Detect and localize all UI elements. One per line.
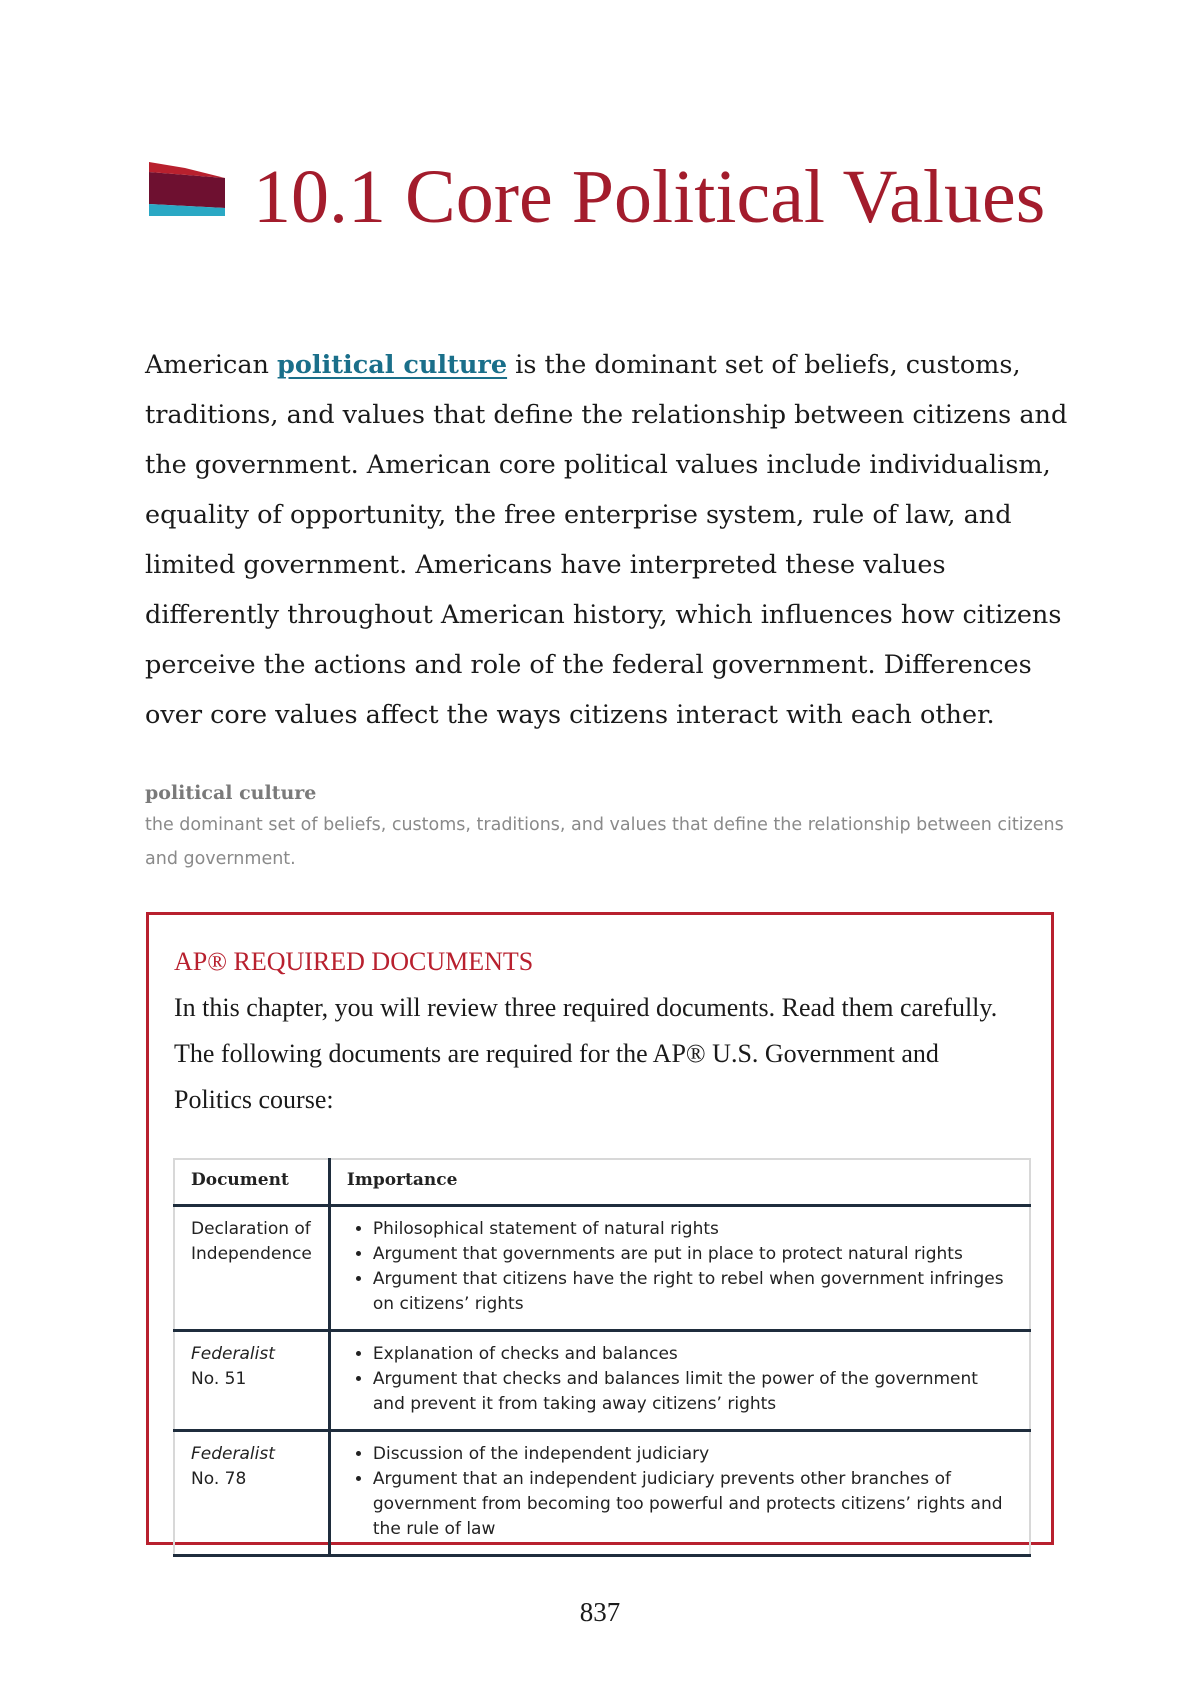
importance-point: • Philosophical statement of natural rights	[373, 1217, 1013, 1242]
table-row	[174, 1206, 1030, 1331]
intro-paragraph	[145, 340, 1075, 740]
intro-text-before: American	[145, 350, 278, 380]
glossary-term: political culture	[145, 782, 317, 804]
required-documents-feature	[146, 912, 1054, 1545]
importance-point: • Argument that checks and balances limit the power of the government and prevent it from taking away citizens’ rights	[373, 1367, 1013, 1417]
importance-list	[347, 1217, 1013, 1317]
political-culture-link[interactable]: political culture	[277, 350, 508, 380]
column-header-document: Document	[174, 1159, 329, 1206]
required-documents-table	[173, 1158, 1031, 1557]
document-name-italic: Federalist	[191, 1344, 275, 1364]
table-row	[174, 1331, 1030, 1431]
section-title	[145, 150, 1075, 244]
importance-cell	[329, 1431, 1030, 1556]
document-cell	[174, 1206, 329, 1331]
glossary-entry	[145, 778, 1075, 876]
importance-list	[347, 1342, 1013, 1417]
importance-point: • Argument that an independent judiciary prevents other branches of government from becoming too powerful and protects citizens’ rights and the rule of law	[373, 1467, 1013, 1542]
feature-heading: AP® REQUIRED DOCUMENTS	[174, 947, 534, 976]
document-name: No. 78	[191, 1469, 247, 1489]
table-row	[174, 1431, 1030, 1556]
section-banner-icon	[145, 158, 229, 218]
intro-text-after: is the dominant set of beliefs, customs, traditions, and values that define the relationship between citizens and the government. American core political values include individualism, equality of opportunity, the free enterprise system, rule of law, and limited government. Americans have interpreted these values differently throughout American history, which influences how citizens perceive the actions and role of the federal government. Differences over core values affect the ways citizens interact with each other.	[145, 350, 1068, 730]
table-header-row	[174, 1159, 1030, 1206]
document-name: No. 51	[191, 1369, 247, 1389]
section-title-text: 10.1 Core Political Values	[253, 155, 1046, 239]
glossary-definition: the dominant set of beliefs, customs, traditions, and values that define the relationship between citizens and government.	[145, 815, 1064, 869]
document-cell	[174, 1431, 329, 1556]
feature-body: In this chapter, you will review three required documents. Read them carefully. The following documents are required for the AP® U.S. Government and Politics course:	[174, 993, 998, 1114]
column-header-importance: Importance	[329, 1159, 1030, 1206]
importance-list	[347, 1442, 1013, 1542]
page-number: 837	[579, 1597, 621, 1627]
importance-cell	[329, 1206, 1030, 1331]
importance-cell	[329, 1331, 1030, 1431]
importance-point: • Explanation of checks and balances	[373, 1342, 1013, 1367]
document-name: Declaration of Independence	[191, 1219, 312, 1264]
importance-point: • Argument that governments are put in place to protect natural rights	[373, 1242, 1013, 1267]
importance-point: • Discussion of the independent judiciary	[373, 1442, 1013, 1467]
importance-point: • Argument that citizens have the right to rebel when government infringes on citizens’ rights	[373, 1267, 1013, 1317]
document-cell	[174, 1331, 329, 1431]
document-name-italic: Federalist	[191, 1444, 275, 1464]
